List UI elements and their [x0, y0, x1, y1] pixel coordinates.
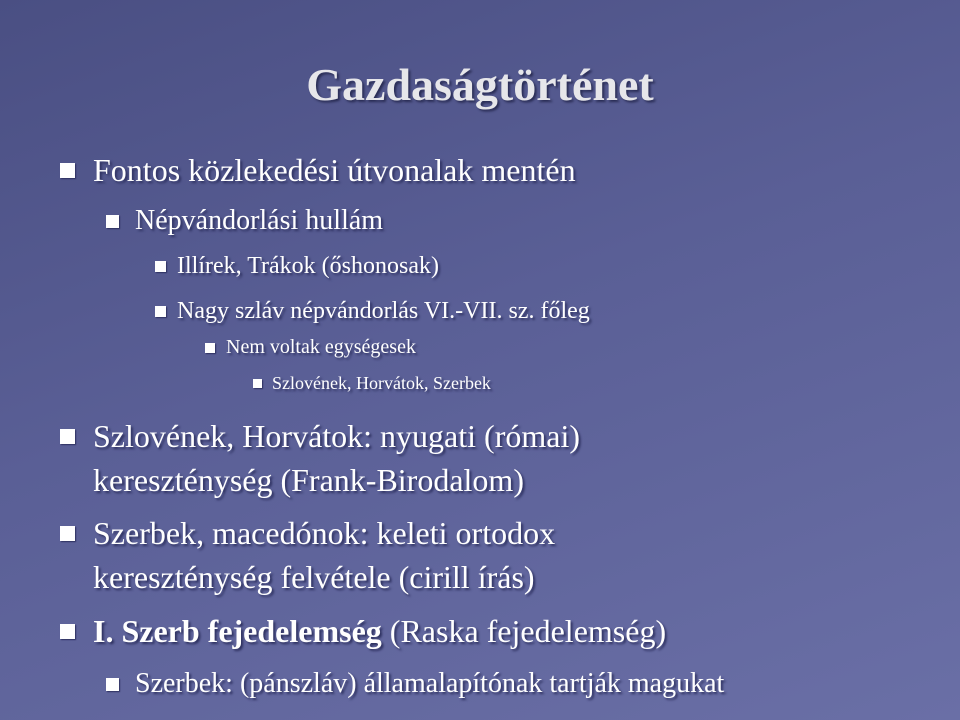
bullet-text: Szlovének, Horvátok, Szerbek — [272, 373, 491, 393]
bullet-text: Szlovének, Horvátok: nyugati (római) — [93, 418, 580, 454]
square-bullet-icon — [106, 215, 119, 228]
square-bullet-icon — [60, 429, 75, 444]
bullet-slavic-migration — [177, 296, 590, 326]
square-bullet-icon — [253, 379, 262, 388]
bullet-text: Illírek, Trákok (őshonosak) — [177, 253, 439, 279]
bullet-migration-wave — [135, 203, 383, 239]
square-bullet-icon — [155, 261, 166, 272]
bullet-eastern-orthodox — [93, 511, 555, 555]
bullet-text: Szerbek: (pánszláv) államalapítónak tartják magukat — [135, 668, 725, 699]
square-bullet-icon — [60, 163, 75, 178]
bullet-text: kereszténység felvétele (cirill írás) — [93, 559, 535, 595]
bullet-serbs-state-founders — [135, 666, 724, 702]
square-bullet-icon — [155, 306, 166, 317]
bullet-eastern-orthodox-cont — [93, 555, 535, 599]
square-bullet-icon — [60, 624, 75, 639]
bullet-slovenes-croats-serbs — [272, 371, 491, 395]
slide-title: Gazdaságtörténet — [306, 59, 654, 110]
bullet-text: Fontos közlekedési útvonalak mentén — [93, 152, 576, 188]
bullet-text: kereszténység (Frank-Birodalom) — [93, 462, 524, 498]
bullet-important-routes — [93, 148, 576, 192]
bullet-illyrians-thracians — [177, 251, 439, 281]
bullet-text: Nem voltak egységesek — [226, 336, 416, 358]
bullet-western-christianity-cont — [93, 458, 524, 502]
square-bullet-icon — [205, 343, 215, 353]
bullet-text: Nagy szláv népvándorlás VI.-VII. sz. főleg — [177, 298, 590, 324]
square-bullet-icon — [60, 526, 75, 541]
bullet-text: (Raska fejedelemség) — [381, 613, 667, 649]
bullet-not-united — [226, 334, 416, 360]
bullet-text: Szerbek, macedónok: keleti ortodox — [93, 515, 556, 551]
bullet-text-bold: I. Szerb fejedelemség — [93, 613, 382, 649]
bullet-serbian-principality — [93, 609, 666, 653]
square-bullet-icon — [106, 678, 119, 691]
bullet-western-christianity — [93, 414, 580, 458]
bullet-text: Népvándorlási hullám — [135, 205, 384, 236]
